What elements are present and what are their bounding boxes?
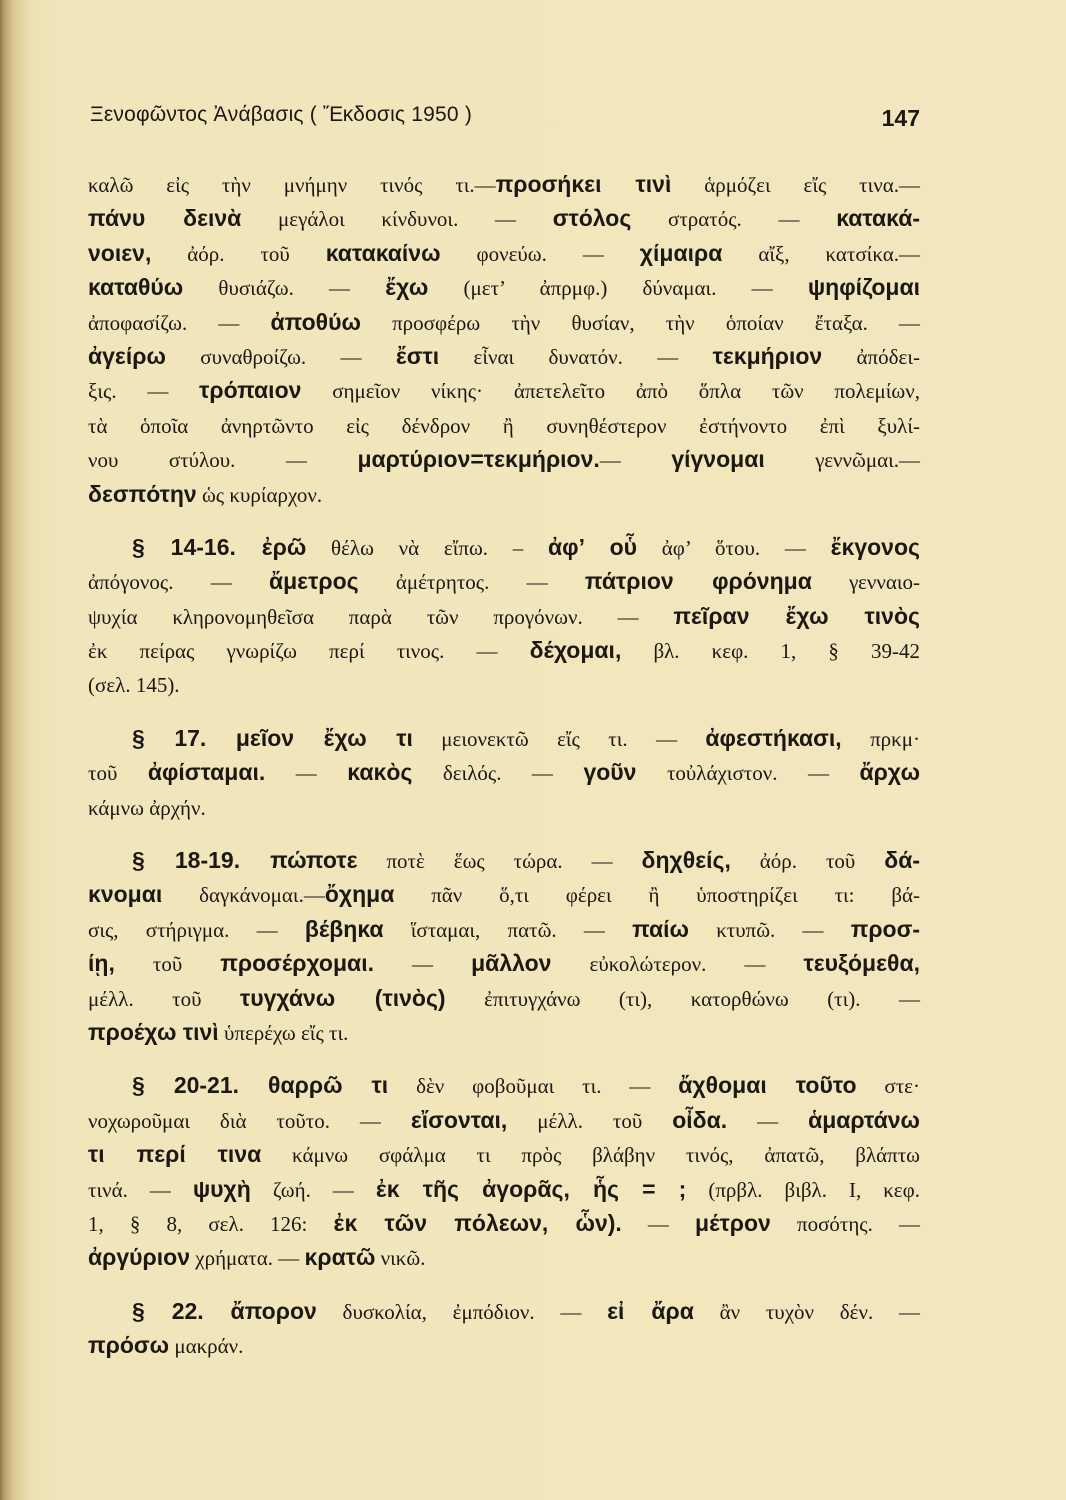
text-line xyxy=(88,668,920,702)
headword: ὄχημα xyxy=(324,881,395,908)
gloss-text: ποσότης. — xyxy=(770,1211,920,1236)
gloss-text: φονεύω. — xyxy=(440,241,640,266)
text-line xyxy=(88,1207,920,1241)
headword: πάτριον φρόνημα xyxy=(584,568,812,595)
text-line xyxy=(88,202,920,236)
gloss-text: — xyxy=(599,448,672,473)
gloss-text: ἀόρ. τοῦ xyxy=(151,241,326,266)
headword: ἔχω xyxy=(385,274,429,301)
headword: νοιεν, xyxy=(88,239,152,266)
headword: παίω xyxy=(632,915,689,942)
gloss-text: συναθροίζω. — xyxy=(165,344,396,369)
text-line xyxy=(88,1329,920,1363)
headword: γίγνομαι xyxy=(671,446,765,473)
gloss-text: ἐκ πείρας γνωρίζω περί τινος. — xyxy=(88,639,530,664)
gloss-text: τοῦ xyxy=(88,761,148,786)
headword: τρόπαιον xyxy=(199,377,302,404)
text-line xyxy=(88,947,920,981)
headword: ἀργύριον xyxy=(88,1244,191,1271)
headword: εἰ ἄρα xyxy=(607,1297,694,1324)
headword: πεῖραν ἔχω τινὸς xyxy=(673,602,920,629)
headword: ἄρχω xyxy=(859,759,920,786)
headword: μέτρον xyxy=(695,1209,771,1236)
text-line xyxy=(88,531,920,565)
headword: ἁμαρτάνω xyxy=(808,1106,920,1133)
text-body xyxy=(88,168,920,1364)
text-line xyxy=(88,565,920,599)
gloss-text: ἀποφασίζω. — xyxy=(88,310,271,335)
text-line xyxy=(88,409,920,443)
gloss-text: 1, § 8, σελ. 126: xyxy=(88,1211,334,1236)
headword: δεσπότην xyxy=(88,480,197,507)
paragraph-section xyxy=(88,844,920,1050)
gloss-text: θέλω νὰ εἴπω. – xyxy=(306,535,548,560)
headword: § 14-16. ἐρῶ xyxy=(132,533,307,560)
gloss-text: εὐκολώτερον. — xyxy=(551,952,804,977)
page-number: 147 xyxy=(881,105,920,131)
gloss-text: εἶναι δυνατόν. — xyxy=(439,344,713,369)
gloss-text: ποτὲ ἕως τώρα. — xyxy=(357,849,642,874)
gloss-text: μέλλ. τοῦ xyxy=(507,1108,673,1133)
text-line xyxy=(88,791,920,825)
headword: ἐκ τῶν πόλεων, ὧν). xyxy=(333,1209,622,1236)
text-line xyxy=(88,478,920,512)
headword: ίῃ, xyxy=(88,950,115,977)
gloss-text: στρατός. — xyxy=(631,207,837,232)
gloss-text: — xyxy=(621,1211,696,1236)
headword: δά- xyxy=(884,847,921,874)
headword: ἔκγονος xyxy=(830,533,920,560)
text-line xyxy=(88,271,920,305)
headword: εἴσονται, xyxy=(410,1106,508,1133)
gloss-text: θυσιάζω. — xyxy=(183,276,386,301)
headword: ἄχθομαι τοῦτο xyxy=(678,1072,857,1099)
gloss-text: ἀμέτρητος. — xyxy=(358,570,585,595)
gloss-text: προσφέρω τὴν θυσίαν, τὴν ὁποίαν ἔταξα. — xyxy=(360,310,920,335)
headword: δηχθείς, xyxy=(641,847,731,874)
headword: ἀγείρω xyxy=(88,342,166,369)
gloss-text: καλῶ εἰς τὴν μνήμην τινός τι.— xyxy=(88,173,496,197)
gloss-text: ψυχία κληρονομηθεῖσα παρὰ τῶν προγόνων. — xyxy=(88,604,674,629)
gloss-text: ζωή. — xyxy=(250,1177,376,1202)
headword: ἔστι xyxy=(395,342,440,369)
text-line xyxy=(88,1295,920,1329)
headword: κρατῶ xyxy=(304,1244,376,1271)
text-line xyxy=(88,844,920,878)
gloss-text: ἐπιτυγχάνω (τι), κατορθώνω (τι). — xyxy=(445,986,920,1011)
gloss-text: κτυπῶ. — xyxy=(689,917,851,942)
gloss-text: πᾶν ὅ,τι φέρει ἢ ὑποστηρίζει τι: βά- xyxy=(394,883,920,908)
running-header-title: Ξενοφῶντος Ἀνάβασις ( Ἔκδοσις 1950 ) xyxy=(90,103,473,126)
headword: § 22. ἄπορον xyxy=(132,1297,317,1324)
gloss-text: νοχωροῦμαι διὰ τοῦτο. — xyxy=(88,1108,411,1133)
headword: § 17. μεῖον ἔχω τι xyxy=(132,724,413,751)
gloss-text: μεγάλοι κίνδυνοι. — xyxy=(241,207,553,232)
gloss-text: γεννῶμαι.— xyxy=(764,448,920,473)
gloss-text: (πρβλ. βιβλ. I, κεφ. xyxy=(686,1177,920,1202)
headword: κατακά- xyxy=(836,205,921,232)
text-line xyxy=(88,443,920,477)
gloss-text: στε· xyxy=(856,1074,920,1099)
text-line xyxy=(88,306,920,340)
headword: προσήκει τινὶ xyxy=(495,171,672,197)
gloss-text: — xyxy=(265,761,348,786)
gloss-text: σημεῖον νίκης· ἀπετελεῖτο ἀπὸ ὅπλα τῶν πολεμίων, xyxy=(301,379,921,404)
headword: κακὸς xyxy=(347,759,413,786)
gloss-text: κάμνω σφάλμα τι πρὸς βλάβην τινός, ἀπατῶ, βλάπτω xyxy=(261,1143,920,1168)
headword: οἶδα. xyxy=(672,1106,728,1133)
text-line xyxy=(88,634,920,668)
gloss-text: ἀπόδει- xyxy=(822,344,921,369)
text-line xyxy=(88,913,920,947)
text-line xyxy=(88,878,920,912)
gloss-text: τινά. — xyxy=(88,1177,193,1202)
text-line xyxy=(88,600,920,634)
gloss-text: ἀπόγονος. — xyxy=(88,570,269,595)
text-line xyxy=(88,340,920,374)
headword: πάνυ δεινὰ xyxy=(88,205,242,232)
headword: μαρτύριον=τεκμήριον. xyxy=(357,446,600,473)
gloss-text: μέλλ. τοῦ xyxy=(88,986,240,1011)
headword: ἄμετρος xyxy=(268,568,359,595)
headword: τευξόμεθα, xyxy=(803,950,920,977)
headword: προέχω τινὶ xyxy=(88,1018,219,1045)
gloss-text: τοὐλάχιστον. — xyxy=(636,761,860,786)
gloss-text: (μετ’ ἀπρμφ.) δύναμαι. — xyxy=(428,276,808,301)
headword: στόλος xyxy=(552,205,632,232)
paragraph-section xyxy=(88,722,920,825)
paragraph-continued xyxy=(88,168,920,512)
text-line xyxy=(88,1173,920,1207)
gloss-text: αἴξ, κατσίκα.— xyxy=(722,241,920,266)
headword: ἀφίσταμαι. xyxy=(147,759,266,786)
gloss-text: — xyxy=(373,952,472,977)
headword: ἀποθύω xyxy=(270,308,361,335)
headword: τυγχάνω (τινὸς) xyxy=(239,984,446,1011)
headword: προσ- xyxy=(850,915,920,942)
headword: πρόσω xyxy=(88,1332,170,1359)
gloss-text: δὲν φοβοῦμαι τι. — xyxy=(388,1074,679,1099)
text-line xyxy=(88,756,920,790)
headword: τεκμήριον xyxy=(712,342,823,369)
headword: § 20-21. θαρρῶ τι xyxy=(132,1072,389,1099)
headword: βέβηκα xyxy=(304,915,384,942)
gloss-text: νου στύλου. — xyxy=(88,448,358,473)
gloss-text: ὡς κυρίαρχον. xyxy=(196,482,323,507)
gloss-text: ἵσταμαι, πατῶ. — xyxy=(383,917,633,942)
text-line xyxy=(88,1016,920,1050)
gloss-text: μειονεκτῶ εἴς τι. — xyxy=(412,726,706,751)
headword: ἀφ’ οὗ xyxy=(548,533,638,560)
gloss-text: ἁρμόζει εἴς τινα.— xyxy=(671,173,920,197)
gloss-text: ἂν τυχὸν δέν. — xyxy=(693,1299,920,1324)
headword: καταθύω xyxy=(88,274,184,301)
headword: μᾶλλον xyxy=(471,950,552,977)
paragraph-section xyxy=(88,531,920,703)
gloss-text: (σελ. 145). xyxy=(88,673,180,698)
gloss-text: τὰ ὁποῖα ἀνηρτῶντο εἰς δένδρον ἢ συνηθέστερον ἐστήνοντο ἐπὶ ξυλί- xyxy=(88,413,920,438)
paragraph-section xyxy=(88,1295,920,1364)
text-line xyxy=(88,1104,920,1138)
gloss-text: βλ. κεφ. 1, § 39-42 xyxy=(621,639,920,664)
gloss-text: πρκμ· xyxy=(841,726,920,751)
text-line xyxy=(88,237,920,271)
headword: ψυχὴ xyxy=(192,1175,251,1202)
headword: δέχομαι, xyxy=(529,637,622,664)
text-line xyxy=(88,722,920,756)
gloss-text: δειλός. — xyxy=(412,761,584,786)
gloss-text: μακράν. xyxy=(169,1334,244,1359)
gloss-text: τοῦ xyxy=(114,952,221,977)
headword: γοῦν xyxy=(583,759,637,786)
gloss-text: δαγκάνομαι.— xyxy=(162,883,325,908)
gloss-text: ἀόρ. τοῦ xyxy=(730,849,885,874)
headword: ἐκ τῆς ἀγορᾶς, ἧς = ; xyxy=(375,1175,687,1202)
headword: τι περί τινα xyxy=(88,1141,262,1168)
text-line xyxy=(88,374,920,408)
gloss-text: χρήματα. — xyxy=(190,1246,305,1271)
gloss-text: γενναιο- xyxy=(811,570,920,595)
text-line xyxy=(88,1138,920,1172)
gloss-text: νικῶ. xyxy=(375,1246,426,1271)
headword: ψηφίζομαι xyxy=(807,274,920,301)
gloss-text: ἀφ’ ὅτου. — xyxy=(637,535,831,560)
headword: § 18-19. πώποτε xyxy=(132,847,358,874)
headword: προσέρχομαι. xyxy=(220,950,374,977)
gloss-text: σις, στήριγμα. — xyxy=(88,917,305,942)
headword: χίμαιρα xyxy=(639,239,723,266)
headword: κατακαίνω xyxy=(325,239,441,266)
gloss-text: ὑπερέχω εἴς τι. xyxy=(218,1020,349,1045)
paragraph-section xyxy=(88,1069,920,1275)
gloss-text: κάμνω ἀρχήν. xyxy=(88,795,206,820)
headword: ἀφεστήκασι, xyxy=(705,724,842,751)
text-line xyxy=(88,168,920,202)
text-line xyxy=(88,1241,920,1275)
gloss-text: — xyxy=(727,1108,809,1133)
text-line xyxy=(88,1069,920,1103)
gloss-text: δυσκολία, ἐμπόδιον. — xyxy=(316,1299,608,1324)
text-line xyxy=(88,982,920,1016)
gloss-text: ξις. — xyxy=(88,379,200,404)
headword: κνομαι xyxy=(88,881,163,908)
